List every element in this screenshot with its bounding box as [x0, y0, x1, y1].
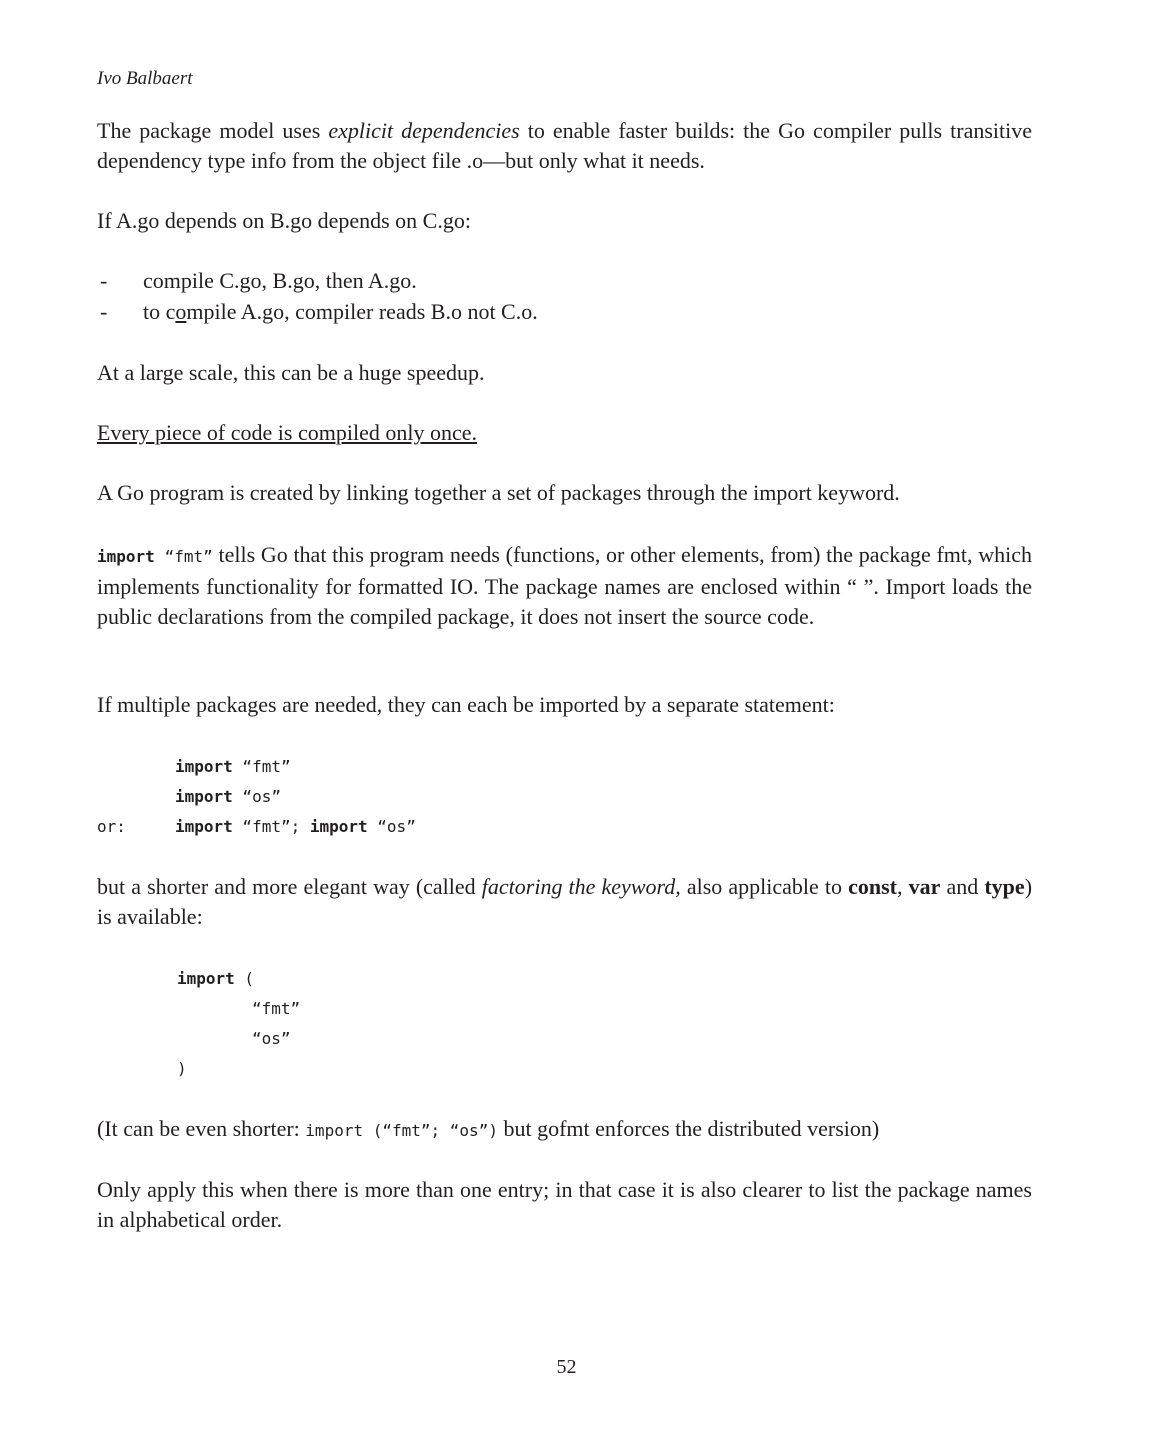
code-string: “fmt”: [154, 547, 213, 566]
list-text: to compile A.go, compiler reads B.o not C.o.: [143, 299, 538, 324]
paragraph-import-fmt: [97, 540, 1032, 632]
bullet: -: [100, 268, 108, 293]
text: tells Go that this program needs (functions, or other elements, from) the package fmt, which implements functionality for formatted IO. The package names are enclosed within “ ”. Import loads the public declarations from the compiled package, it does not insert the source code.: [97, 542, 1032, 629]
paragraph-alphabetical: Only apply this when there is more than one entry; in that case it is also clearer to list the package names in alphabetical order.: [97, 1177, 1032, 1232]
bullet: -: [100, 299, 108, 324]
list-item: [97, 266, 538, 297]
code-keyword: import: [97, 547, 155, 566]
emphasis: explicit dependencies: [328, 118, 520, 143]
paragraph-package-model: [97, 116, 1032, 176]
text: The package model uses: [97, 118, 329, 143]
paragraph-factoring: but a shorter and more elegant way (called factoring the keyword, also applicable to const, var and type) is available:: [97, 874, 1033, 929]
code-block-imports: import “fmt” import “os” or: import “fmt”; import “os”: [97, 757, 416, 836]
page-number: 52: [556, 1356, 577, 1378]
text: to enable faster builds: the Go compiler pulls transitive dependency type info from the object file .o—but only what it needs.: [97, 118, 1033, 173]
code-block-factored: import ( “fmt” “os” ): [177, 969, 301, 1078]
paragraph-shorter: (It can be even shorter: import (“fmt”; “os”) but gofmt enforces the distributed version): [97, 1116, 880, 1141]
list-text: compile C.go, B.go, then A.go.: [143, 268, 417, 293]
paragraph-linking: A Go program is created by linking together a set of packages through the import keyword.: [97, 480, 900, 505]
paragraph-multiple: If multiple packages are needed, they can each be imported by a separate statement:: [97, 692, 835, 717]
paragraph-compiled-once: Every piece of code is compiled only once.: [97, 420, 477, 445]
paragraph-speedup: At a large scale, this can be a huge speedup.: [97, 360, 485, 385]
running-header: Ivo Balbaert: [97, 68, 193, 89]
paragraph-dependency: If A.go depends on B.go depends on C.go:: [97, 208, 471, 233]
bullet-list: [97, 266, 538, 328]
list-item: [97, 297, 538, 328]
